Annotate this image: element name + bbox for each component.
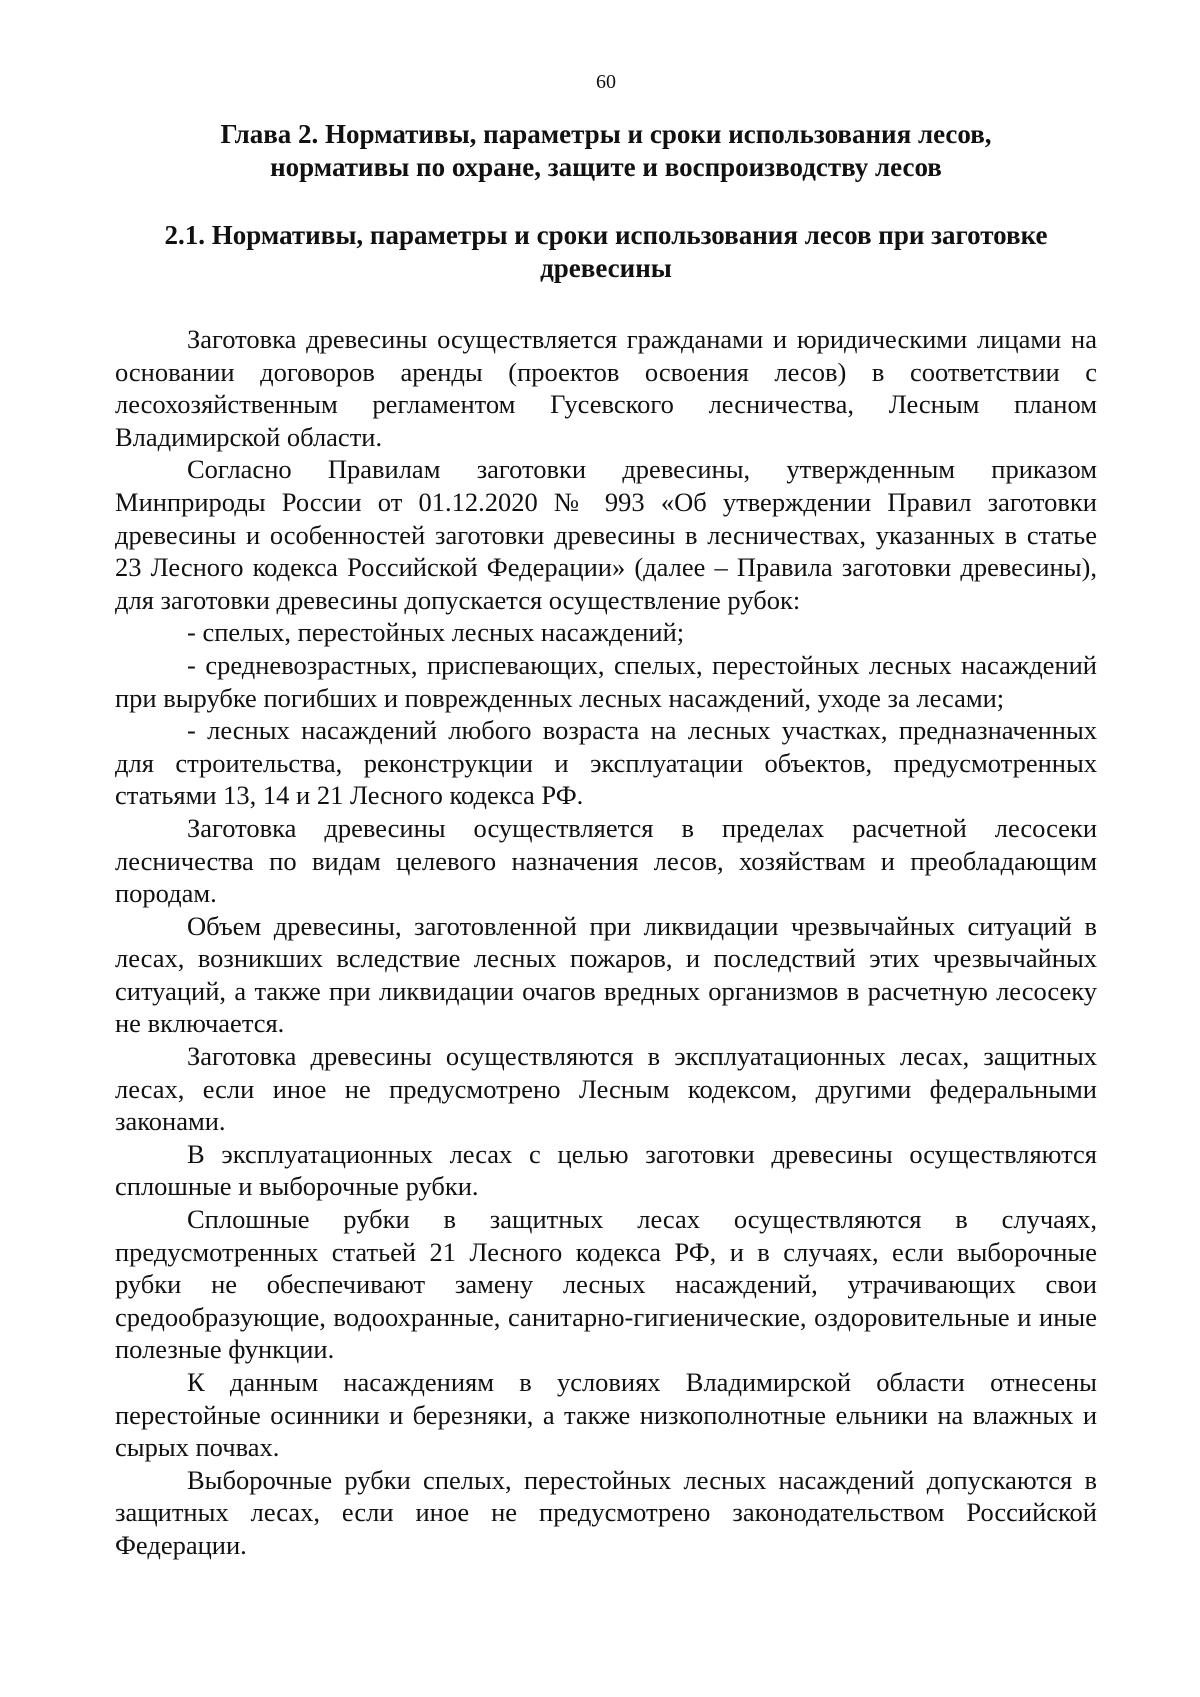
list-item-mature-stands: - спелых, перестойных лесных насаждений;: [187, 617, 685, 648]
section-title-line-2: древесины: [540, 253, 672, 283]
paragraph-allowable-cut: Заготовка древесины осуществляется в пределах расчетной лесосеки лесничества по видам целевого назначения лесов, хозяйствам и преобладающим породам.: [115, 812, 1097, 909]
paragraph-selective-cuts: Выборочные рубки спелых, перестойных лесных насаждений допускаются в защитных лесах, если иное не предусмотрено законодательством Российской Федерации.: [115, 1464, 1097, 1560]
chapter-title: [115, 118, 1097, 184]
body-text: [115, 323, 1097, 1562]
chapter-title-line-1: Глава 2. Нормативы, параметры и сроки использования лесов,: [220, 119, 992, 149]
paragraph-timber-harvesting-basis: Заготовка древесины осуществляется гражданами и юридическими лицами на основании договоров аренды (проектов освоения лесов) в соответствии с лесохозяйственным регламентом Гусевского лесничества, Лесным планом Владимирской области.: [115, 324, 1097, 452]
paragraph-stand-types: К данным насаждениям в условиях Владимирской области отнесены перестойные осинники и березняки, а также низкополнотные ельники на влажных и сырых почвах.: [115, 1367, 1097, 1463]
list-item-damaged-stands: - средневозрастных, приспевающих, спелых, перестойных лесных насаждений при вырубке погибших и поврежденных лесных насаждений, уходе за лесами;: [115, 649, 1097, 713]
paragraph-exploitation-forests: В эксплуатационных лесах с целью заготовки древесины осуществляются сплошные и выборочные рубки.: [115, 1138, 1097, 1202]
paragraph-emergency-volume: Объем древесины, заготовленной при ликвидации чрезвычайных ситуаций в лесах, возникших вследствие лесных пожаров, и последствий этих чрезвычайных ситуаций, а также при ликвидации очагов вредных организмов в расчетную лесосеку не включается.: [115, 910, 1097, 1039]
section-title: [115, 219, 1097, 285]
page-number: 60: [596, 71, 616, 93]
section-title-line-1: 2.1. Нормативы, параметры и сроки использования лесов при заготовке: [164, 220, 1048, 250]
list-item-construction-sites: - лесных насаждений любого возраста на лесных участках, предназначенных для строительства, реконструкции и эксплуатации объектов, предусмотренных статьями 13, 14 и 21 Лесного кодекса РФ.: [115, 715, 1097, 811]
paragraph-harvesting-forests: Заготовка древесины осуществляются в эксплуатационных лесах, защитных лесах, если иное не предусмотрено Лесным кодексом, другими федеральными законами.: [115, 1041, 1097, 1137]
paragraph-clear-cuts: Сплошные рубки в защитных лесах осуществляются в случаях, предусмотренных статьей 21 Лесного кодекса РФ, и в случаях, если выборочные рубки не обеспечивают замену лесных насаждений, утрачивающих свои средообразующие, водоохранные, санитарно-гигиенические, оздоровительные и иные полезные функции.: [115, 1204, 1097, 1365]
paragraph-harvesting-rules: Согласно Правилам заготовки древесины, утвержденным приказом Минприроды России от 01.12.2020 № 993 «Об утверждении Правил заготовки древесины и особенностей заготовки древесины в лесничествах, указанных в статье 23 Лесного кодекса Российской Федерации» (далее – Правила заготовки древесины), для заготовки древесины допускается осуществление рубок:: [115, 454, 1097, 615]
chapter-title-line-2: нормативы по охране, защите и воспроизводству лесов: [270, 152, 942, 182]
